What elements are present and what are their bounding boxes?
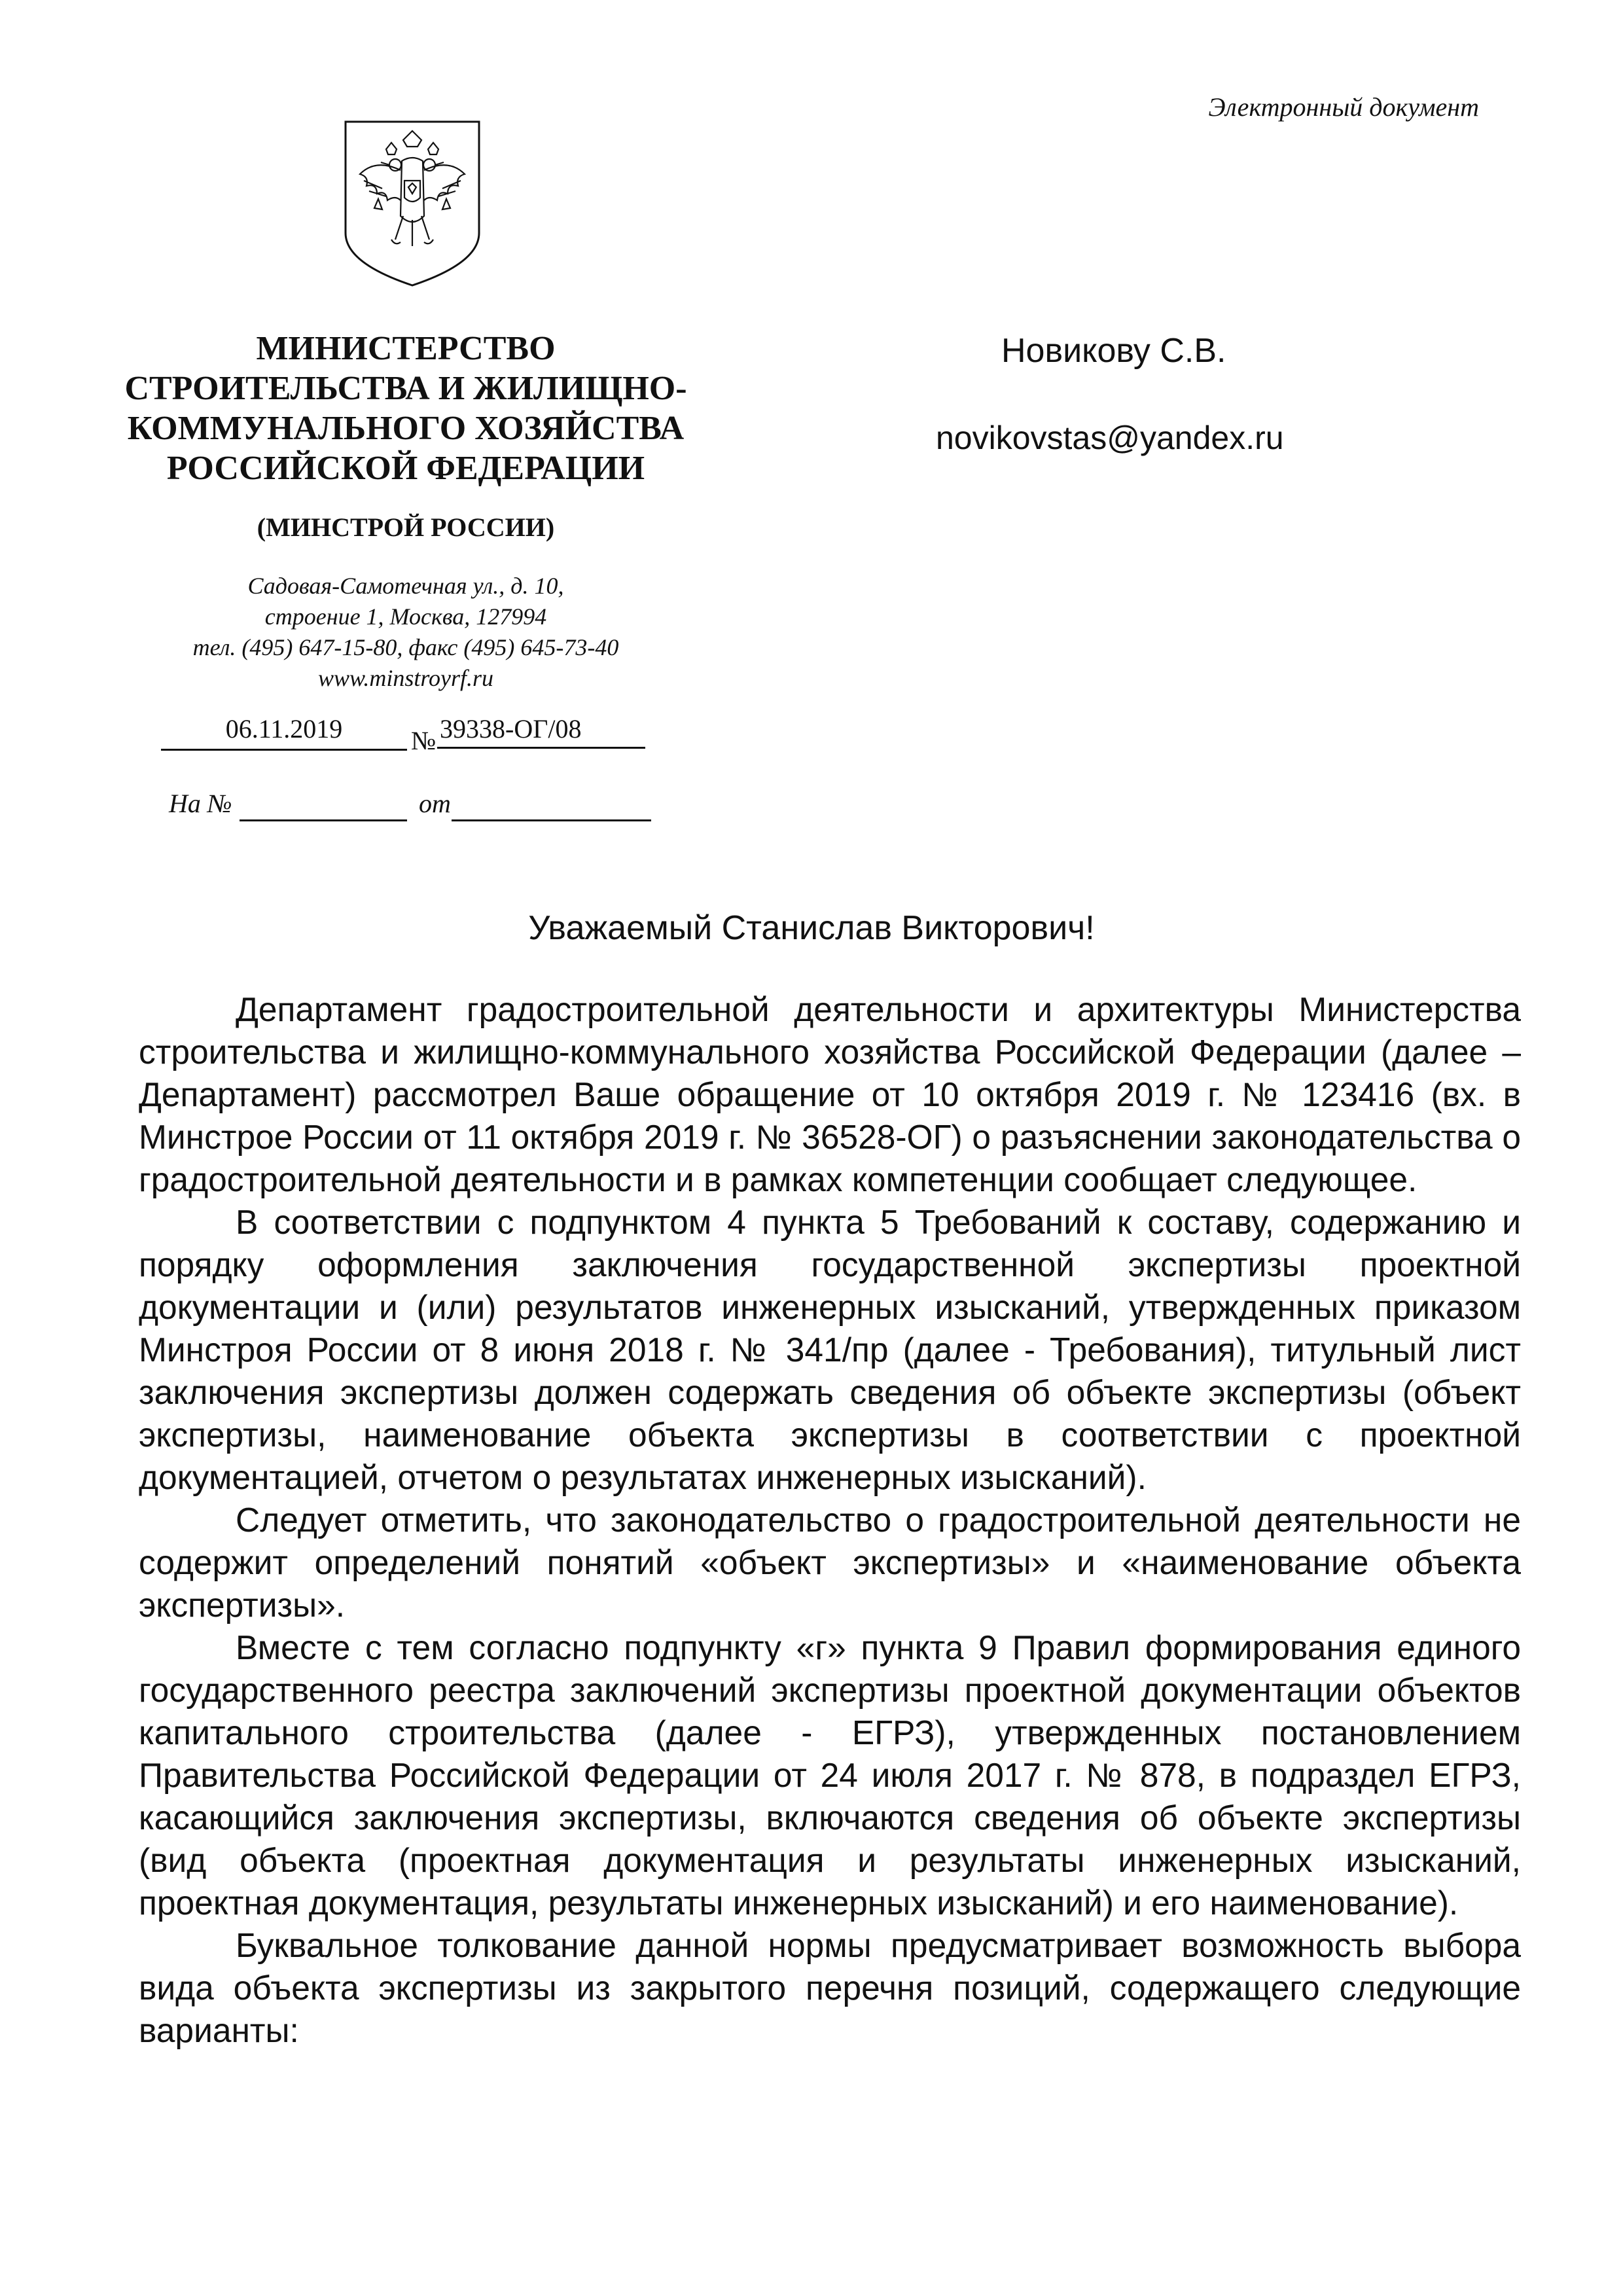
registration-date: 06.11.2019 [161,713,407,751]
ministry-name-line: МИНИСТЕРСТВО [256,330,556,367]
reference-line [169,788,653,827]
electronic-document-mark: Электронный документ [1208,92,1479,122]
ministry-address [118,571,694,694]
reference-number-blank [240,788,407,821]
ministry-name-line: РОССИЙСКОЙ ФЕДЕРАЦИИ [166,450,645,487]
body-paragraph: Следует отметить, что законодательство о градостроительной деятельности не содержит определений понятий «объект экспертизы» и «наименование объекта экспертизы». [139,1501,1521,1624]
greeting: Уважаемый Станислав Викторович! [528,909,1095,947]
ministry-name-line: СТРОИТЕЛЬСТВА И ЖИЛИЩНО- [124,370,687,407]
address-line: строение 1, Москва, 127994 [264,603,547,630]
recipient-name: Новикову С.В. [1001,332,1226,370]
body-paragraph: Департамент градостроительной деятельности и архитектуры Министерства строительства и жилищно-коммунального хозяйства Российской Федерации (далее – Департамент) рассмотрел Ваше обращение от 10 октября 2019 г. № 123416 (вх. в Минстрое России от 11 октября 2019 г. № 36528-ОГ) о разъяснении законодательства о градостроительной деятельности и в рамках компетенции сообщает следующее. [139,990,1521,1198]
address-line: www.minstroyrf.ru [317,665,494,691]
coat-of-arms-emblem-icon [340,118,484,289]
body-paragraph: Буквальное толкование данной нормы предусматривает возможность выбора вида объекта экспертизы из закрытого перечня позиций, содержащего следующие варианты: [139,1926,1521,2049]
registration-line [161,713,645,754]
body-paragraph: Вместе с тем согласно подпункту «г» пункта 9 Правил формирования единого государственного реестра заключений экспертизы проектной документации объектов капитального строительства (далее - ЕГРЗ), утвержденных постановлением Правительства Российской Федерации от 24 июля 2017 г. № 878, в подраздел ЕГРЗ, касающийся заключения экспертизы, включаются сведения об объекте экспертизы (вид объекта (проектная документация и результаты инженерных изысканий, проектная документация, результаты инженерных изысканий) и его наименование). [139,1628,1521,1922]
reference-number-label: На № [169,789,232,818]
letter-body [139,988,1521,2052]
ministry-name-line: КОММУНАЛЬНОГО ХОЗЯЙСТВА [127,410,685,447]
ministry-abbreviation: (МИНСТРОЙ РОССИИ) [257,512,555,542]
reference-date-label: от [419,789,451,818]
reference-date-blank [452,788,651,821]
body-paragraph: В соответствии с подпунктом 4 пункта 5 Требований к составу, содержанию и порядку оформления заключения государственной экспертизы проектной документации и (или) результатов инженерных изысканий, утвержденных приказом Минстроя России от 8 июня 2018 г. № 341/пр (далее - Требования), титульный лист заключения экспертизы должен содержать сведения об объекте экспертизы (объект экспертизы, наименование объекта экспертизы в соответствии с проектной документацией, отчетом о результатах инженерных изысканий). [139,1203,1521,1496]
registration-number: 39338-ОГ/08 [437,713,645,749]
address-line: Садовая-Самотечная ул., д. 10, [247,573,564,599]
recipient-email: novikovstas@yandex.ru [936,420,1284,456]
number-sign: № [411,726,437,755]
address-line: тел. (495) 647-15-80, факс (495) 645-73-40 [192,634,619,660]
ministry-name [118,329,694,488]
